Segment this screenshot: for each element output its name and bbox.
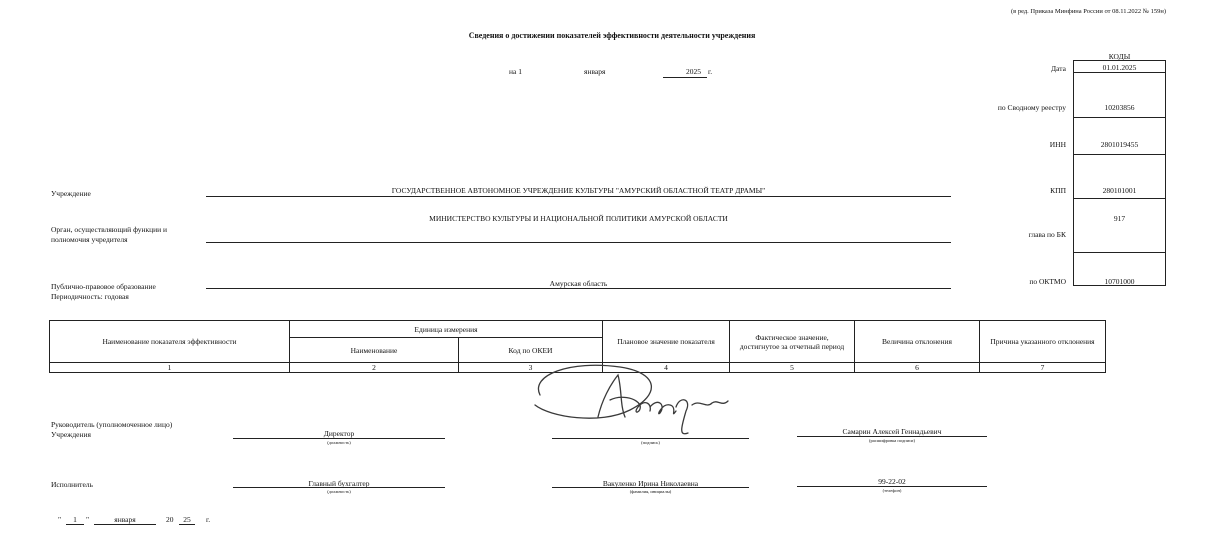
col-number: 1 bbox=[50, 363, 290, 373]
executor-name-underline bbox=[552, 487, 749, 488]
head-name: Самарин Алексей Геннадьевич bbox=[842, 427, 942, 436]
public-entity-label: Публично-правовое образование bbox=[51, 282, 156, 291]
date-month: января bbox=[584, 67, 606, 76]
code-kpp-label: КПП bbox=[1050, 186, 1066, 195]
col-actual-value-line1: Фактическое значение, bbox=[755, 332, 829, 342]
col-number: 7 bbox=[980, 363, 1106, 373]
code-registry-value: 10203856 bbox=[1104, 103, 1135, 112]
institution-underline bbox=[206, 196, 951, 197]
executor-name-caption: (фамилия, инициалы) bbox=[629, 489, 672, 494]
public-entity-value: Амурская область bbox=[549, 279, 608, 288]
code-oktmo-label: по ОКТМО bbox=[1029, 277, 1066, 286]
head-signature-caption: (подпись) bbox=[641, 440, 660, 445]
executor-position-underline bbox=[233, 487, 445, 488]
sign-date-close-quote: " bbox=[86, 515, 90, 524]
head-label-line1: Руководитель (уполномоченное лицо) bbox=[51, 420, 173, 429]
col-deviation-reason: Причина указанного отклонения bbox=[980, 321, 1106, 363]
head-label-line2: Учреждения bbox=[51, 430, 91, 439]
executor-phone: 99-22-02 bbox=[878, 477, 906, 486]
code-divider bbox=[1073, 72, 1166, 73]
col-number: 5 bbox=[730, 363, 855, 373]
code-bk-value: 917 bbox=[1113, 214, 1126, 223]
head-name-underline bbox=[797, 436, 987, 437]
institution-label: Учреждение bbox=[51, 189, 91, 198]
founder-underline bbox=[206, 242, 951, 243]
executor-phone-caption: (телефон) bbox=[882, 488, 902, 493]
executor-position: Главный бухгалтер bbox=[308, 479, 370, 488]
code-kpp-value: 280101001 bbox=[1102, 186, 1137, 195]
code-inn-value: 2801019455 bbox=[1100, 140, 1139, 149]
code-oktmo-value: 10701000 bbox=[1104, 277, 1135, 286]
executor-position-caption: (должность) bbox=[327, 489, 351, 494]
sign-date-year: 25 bbox=[183, 515, 191, 524]
sign-date-century: 20 bbox=[166, 515, 174, 524]
head-position: Директор bbox=[323, 429, 355, 438]
code-inn-label: ИНН bbox=[1049, 140, 1066, 149]
sign-date-month-underline bbox=[94, 524, 156, 525]
founder-label-line1: Орган, осуществляющий функции и bbox=[51, 225, 168, 234]
sign-date-day: 1 bbox=[73, 515, 77, 524]
col-deviation: Величина отклонения bbox=[855, 321, 980, 363]
head-signature-underline bbox=[552, 438, 749, 439]
founder-label-line2: полномочия учредителя bbox=[51, 235, 128, 244]
code-bk-label: глава по БК bbox=[1028, 230, 1066, 239]
date-suffix: г. bbox=[708, 67, 713, 76]
date-year-underline bbox=[663, 77, 707, 78]
col-planned-value: Плановое значение показателя bbox=[603, 321, 730, 363]
executor-phone-underline bbox=[797, 486, 987, 487]
date-prefix: на 1 bbox=[509, 67, 522, 76]
code-divider bbox=[1073, 252, 1166, 253]
institution-value: ГОСУДАРСТВЕННОЕ АВТОНОМНОЕ УЧРЕЖДЕНИЕ КУЛЬТУРЫ "АМУРСКИЙ ОБЛАСТНОЙ ТЕАТР ДРАМЫ" bbox=[391, 186, 766, 195]
public-entity-underline bbox=[206, 288, 951, 289]
head-name-caption: (расшифровка подписи) bbox=[869, 438, 915, 443]
col-number: 3 bbox=[459, 363, 603, 373]
col-actual-value-line2: достигнутое за отчетный период bbox=[739, 341, 845, 351]
executor-label: Исполнитель bbox=[51, 480, 93, 489]
code-registry-label: по Сводному реестру bbox=[997, 103, 1066, 112]
code-date-label: Дата bbox=[1051, 64, 1066, 73]
edition-note: (в ред. Приказа Минфина России от 08.11.2022 № 159н) bbox=[1010, 8, 1166, 15]
codes-header: КОДЫ bbox=[1108, 52, 1131, 61]
head-position-underline bbox=[233, 438, 445, 439]
code-divider bbox=[1073, 117, 1166, 118]
sign-date-month: января bbox=[114, 515, 136, 524]
head-position-caption: (должность) bbox=[327, 440, 351, 445]
col-okei-code: Код по ОКЕИ bbox=[459, 338, 603, 363]
periodicity: Периодичность: годовая bbox=[51, 292, 129, 301]
date-year: 2025 bbox=[686, 67, 701, 76]
col-unit-name: Наименование bbox=[290, 338, 459, 363]
handwritten-signature bbox=[510, 355, 750, 445]
col-number: 2 bbox=[290, 363, 459, 373]
col-indicator-name: Наименование показателя эффективности bbox=[50, 321, 290, 363]
sign-date-year-underline bbox=[179, 524, 195, 525]
founder-value: МИНИСТЕРСТВО КУЛЬТУРЫ И НАЦИОНАЛЬНОЙ ПОЛИТИКИ АМУРСКОЙ ОБЛАСТИ bbox=[429, 214, 728, 223]
code-divider bbox=[1073, 154, 1166, 155]
sign-date-open-quote: " bbox=[58, 515, 62, 524]
sign-date-suffix: г. bbox=[206, 515, 211, 524]
code-divider bbox=[1073, 198, 1166, 199]
sign-date-day-underline bbox=[66, 524, 84, 525]
executor-name: Вакуленко Ирина Николаевна bbox=[602, 479, 699, 488]
code-date-value: 01.01.2025 bbox=[1102, 63, 1137, 72]
col-number: 6 bbox=[855, 363, 980, 373]
col-unit-group: Единица измерения bbox=[290, 321, 603, 338]
page-title: Сведения о достижении показателей эффективности деятельности учреждения bbox=[468, 31, 756, 40]
col-number: 4 bbox=[603, 363, 730, 373]
